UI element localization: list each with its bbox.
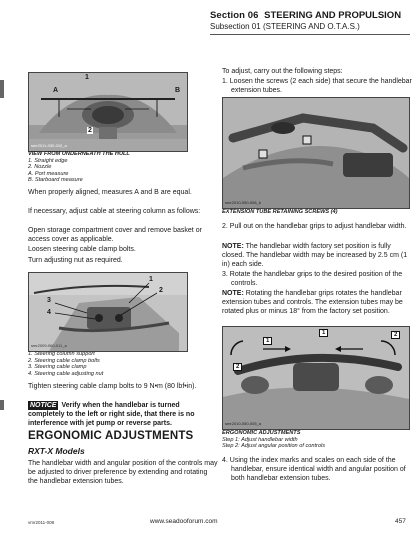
notice-label: NOTICE	[30, 402, 57, 409]
subsection-heading	[210, 22, 410, 31]
figure-ergonomic-adjustments	[222, 326, 410, 430]
subsection-title: (STEERING AND O.T.A.S.)	[262, 22, 360, 31]
callout-step-1: 1	[319, 329, 328, 337]
step-4: 4. Using the index marks and scales on each side of the handlebar, ensure identical width and angular position of both handlebar extension tubes.	[222, 457, 406, 482]
binding-edge-mark	[0, 80, 4, 98]
note-block	[222, 242, 412, 269]
callout-1: 1	[85, 74, 89, 81]
section-number: Section 06	[210, 10, 259, 21]
page-header	[210, 10, 410, 40]
paragraph: Tighten steering cable clamp bolts to 9 N•m (80 lbf•in).	[28, 383, 197, 390]
website-link[interactable]: www.seadooforum.com	[150, 518, 218, 525]
callout-4: 4	[47, 309, 51, 316]
figure-code: smr2010-050-006_b	[225, 200, 262, 205]
step-1: 1. Loosen the screws (2 each side) that secure the handlebar extension tubes.	[222, 78, 412, 94]
callout-3: 3	[47, 297, 51, 304]
subsection-number: Subsection 01	[210, 22, 261, 31]
note-label: NOTE:	[222, 243, 244, 250]
paragraph: When properly aligned, measures A and B are equal.	[28, 189, 192, 196]
page-number: 457	[395, 518, 406, 525]
paragraph: If necessary, adjust cable at steering column as follows:	[28, 208, 201, 215]
section-heading-ergonomic: ERGONOMIC ADJUSTMENTS	[28, 430, 194, 442]
figure-caption	[28, 351, 188, 377]
document-code: vmr2011-008	[28, 520, 55, 525]
caption-item: Step 1: Adjust handlebar width	[222, 436, 298, 443]
caption-item: B. Starboard measure	[28, 177, 83, 184]
hull-photo	[29, 73, 187, 151]
paragraph: Loosen steering cable clamp bolts.	[28, 246, 136, 253]
binding-edge-mark	[0, 400, 4, 410]
figure-code: smr2010-050-005_a	[225, 421, 262, 426]
figure-code: smr2009-060-011_a	[31, 343, 67, 348]
callout-step-2: 2	[391, 331, 400, 339]
note-text: Rotating the handlebar grips rotates the handlebar extension tubes and controls. The extension tubes may be rotated plus or minus 18° from the factory set position.	[222, 290, 403, 315]
step-3: 3. Rotate the handlebar grips to the desired position of the controls.	[222, 271, 403, 287]
step-2: 2. Pull out on the handlebar grips to adjust handlebar width.	[222, 223, 407, 230]
callout-step-1: 1	[263, 337, 272, 345]
caption-title: EXTENSION TUBE RETAINING SCREWS (4)	[222, 209, 338, 215]
note-block	[222, 289, 412, 316]
caption-item: A. Port measure	[28, 170, 69, 177]
note-label: NOTE:	[222, 290, 244, 297]
section-heading	[210, 10, 410, 22]
caption-item: 1. Steering column support	[28, 351, 95, 357]
figure-caption	[28, 151, 188, 184]
caption-title: VIEW FROM UNDERNEATH THE HULL	[28, 151, 130, 157]
figure-extension-tube-screws	[222, 97, 410, 209]
extension-tube-photo	[223, 98, 409, 208]
notice-block	[28, 401, 218, 428]
section-title: STEERING AND PROPULSION	[264, 10, 402, 21]
caption-item: 1. Straight edge	[28, 157, 68, 164]
caption-item: 3. Steering cable clamp	[28, 364, 87, 371]
figure-caption	[222, 430, 412, 450]
caption-item: 2. Steering cable clamp bolts	[28, 357, 100, 364]
paragraph: Turn adjusting nut as required.	[28, 257, 123, 264]
figure-code: smr2011-030-010_a	[31, 143, 67, 148]
subheading-rxt-x: RXT-X Models	[28, 446, 85, 456]
notice-text: Verify when the handlebar is turned completely to the left or right side, that there is no interference with jet pump or reverse parts.	[28, 402, 195, 427]
caption-title: ERGONOMIC ADJUSTMENTS	[222, 430, 301, 436]
callout-A: A	[53, 87, 59, 94]
callout-2: 2	[88, 127, 92, 134]
callout-1: 1	[149, 276, 153, 283]
figure-steering-column	[28, 272, 188, 352]
figure-hull-underneath	[28, 72, 188, 152]
caption-item: 4. Steering cable adjusting nut	[28, 370, 104, 377]
paragraph: The handlebar width and angular position of the controls may be adjusted to driver preference by extending and rotating the handlebar extension tubes.	[28, 460, 218, 485]
header-rule	[210, 34, 410, 35]
caption-item: Step 2: Adjust angular position of controls	[222, 443, 326, 450]
steering-column-photo	[29, 273, 187, 351]
figure-caption	[222, 209, 412, 216]
callout-step-2: 2	[233, 363, 242, 371]
paragraph: Open storage compartment cover and remove basket or access cover as applicable.	[28, 227, 202, 243]
callout-2: 2	[159, 287, 163, 294]
callout-B: B	[175, 87, 181, 94]
handlebar-photo	[223, 327, 409, 429]
paragraph: To adjust, carry out the following steps:	[222, 68, 343, 75]
caption-item: 2. Nozzle	[28, 164, 52, 171]
note-text: The handlebar width factory set position is fully closed. The handlebar width may be increased by 2.5 cm (1 in) each side.	[222, 243, 408, 268]
